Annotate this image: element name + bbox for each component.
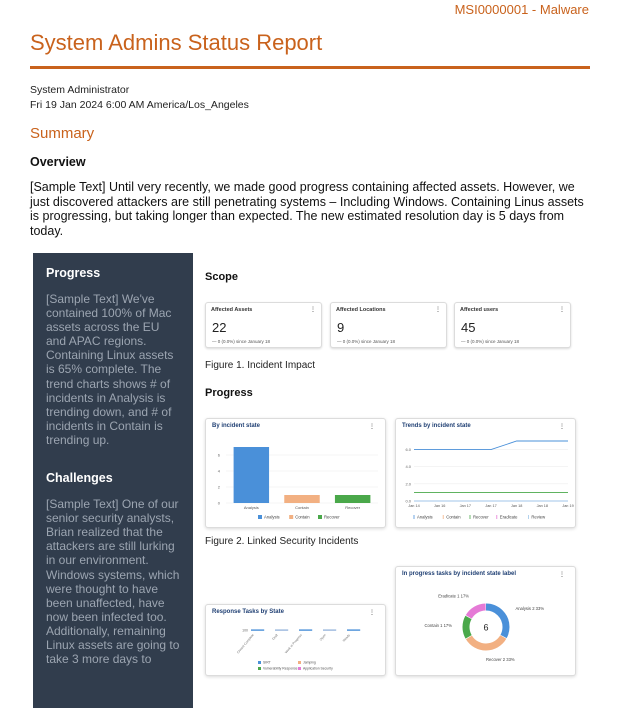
in-progress-donut-chart bbox=[396, 567, 576, 676]
kpi-label: Affected Assets bbox=[211, 307, 253, 313]
legend-label: Review bbox=[531, 514, 546, 520]
bar bbox=[275, 629, 288, 630]
chart-card-response-tasks bbox=[205, 604, 386, 676]
sidebar-panel bbox=[33, 253, 193, 708]
series-line bbox=[414, 441, 568, 450]
kebab-menu-icon[interactable]: ⋮ bbox=[559, 572, 565, 578]
summary-heading: Summary bbox=[30, 125, 95, 142]
chart-title: In progress tasks by incident state label bbox=[402, 571, 517, 577]
overview-text: [Sample Text] Until very recently, we made good progress containing affected assets. However, we just discovered attackers are still penetrating systems – Including Windows. Containing Linus assets is progressing, but taking longer than expected. The new estimated resolution day is 5 days from today. bbox=[30, 180, 584, 238]
figure-1-caption: Figure 1. Incident Impact bbox=[205, 360, 316, 371]
chart-title: Response Tasks by State bbox=[212, 609, 284, 615]
kpi-value: 45 bbox=[461, 320, 476, 335]
y-tick-label: 4.0 bbox=[405, 464, 411, 470]
y-tick-label: 4 bbox=[217, 468, 220, 474]
kpi-change: — 0 (0.0%) since January 18 bbox=[461, 339, 520, 344]
legend-swatch bbox=[298, 667, 301, 670]
slice-label: Eradicate 1 17% bbox=[438, 593, 469, 599]
legend-label: Vulnerability Response bbox=[263, 666, 298, 671]
x-tick-label: Analysis bbox=[243, 505, 259, 510]
legend-label: Eradicate bbox=[499, 514, 518, 520]
sidebar-progress-text: [Sample Text] We've contained 100% of Mac assets across the EU and APAC regions. Containing Linux assets is 65% complete. The trend charts shows # of incidents in Analysis is trending down, and # of incidents in Contain is trending up. bbox=[46, 292, 174, 447]
report-author: System Administrator bbox=[30, 84, 130, 96]
legend-label: Application Security bbox=[303, 666, 333, 671]
y-tick-label: 2 bbox=[217, 484, 220, 490]
x-tick-label: Jan 18 bbox=[536, 504, 549, 508]
kpi-affected-assets bbox=[205, 302, 322, 348]
donut-center-label: 6 bbox=[483, 622, 489, 633]
legend-label: Jamping bbox=[303, 660, 316, 665]
legend-swatch bbox=[258, 667, 261, 670]
kpi-affected-users bbox=[454, 302, 571, 348]
x-tick-label: Open bbox=[318, 633, 327, 642]
kpi-label: Affected users bbox=[460, 307, 499, 313]
legend-label: Recover bbox=[473, 514, 489, 520]
chart-title: Trends by incident state bbox=[402, 423, 471, 429]
legend-label: Contain bbox=[295, 514, 310, 520]
legend-label: Recover bbox=[324, 514, 340, 520]
chart-card-incident-state bbox=[205, 418, 386, 528]
legend-label: Analysis bbox=[264, 514, 280, 520]
sidebar-challenges-heading: Challenges bbox=[46, 471, 113, 486]
slice-label: Contain 1 17% bbox=[424, 623, 452, 628]
slice-label: Recover 2 33% bbox=[486, 657, 515, 662]
figure-2-caption: Figure 2. Linked Security Incidents bbox=[205, 536, 359, 547]
kpi-change: — 0 (0.0%) since January 18 bbox=[337, 339, 396, 344]
y-tick-label: 6.0 bbox=[405, 447, 411, 453]
kebab-menu-icon[interactable]: ⋮ bbox=[310, 307, 316, 313]
trends-line-chart bbox=[396, 419, 576, 528]
kebab-menu-icon[interactable]: ⋮ bbox=[369, 610, 375, 616]
kpi-label: Affected Locations bbox=[336, 307, 386, 313]
overview-heading: Overview bbox=[30, 155, 86, 169]
legend-swatch bbox=[318, 515, 322, 519]
x-tick-label: Jan 17 bbox=[485, 504, 497, 508]
bar bbox=[284, 495, 319, 503]
kebab-menu-icon[interactable]: ⋮ bbox=[559, 307, 565, 313]
kpi-value: 9 bbox=[337, 320, 345, 335]
x-tick-label: Ready bbox=[341, 633, 351, 643]
bar bbox=[251, 629, 264, 630]
x-tick-label: Closed Complete bbox=[235, 633, 255, 655]
report-title: System Admins Status Report bbox=[30, 30, 323, 55]
document-id: MSI0000001 - Malware bbox=[454, 2, 589, 17]
x-tick-label: Work in Progress bbox=[284, 633, 303, 655]
kebab-menu-icon[interactable]: ⋮ bbox=[559, 424, 565, 430]
legend-label: Analysis bbox=[417, 514, 433, 520]
y-tick-label: 0.0 bbox=[405, 498, 411, 504]
bar bbox=[299, 629, 312, 630]
legend-swatch bbox=[289, 515, 293, 519]
x-tick-label: Contain bbox=[295, 505, 309, 510]
progress-heading: Progress bbox=[205, 387, 253, 399]
bar bbox=[347, 629, 360, 630]
kpi-change: — 0 (0.0%) since January 18 bbox=[212, 339, 271, 344]
x-tick-label: Draft bbox=[271, 633, 279, 641]
legend-label: SIRT bbox=[263, 660, 271, 665]
x-tick-label: Jan 14 bbox=[408, 504, 420, 508]
legend-swatch bbox=[258, 661, 261, 664]
legend-swatch bbox=[258, 515, 262, 519]
chart-card-trends bbox=[395, 418, 576, 528]
scope-heading: Scope bbox=[205, 271, 239, 283]
slice-label: Analysis 2 33% bbox=[515, 606, 545, 611]
x-tick-label: Jan 18 bbox=[510, 504, 523, 508]
x-tick-label: Jan 19 bbox=[562, 504, 574, 508]
bar bbox=[323, 629, 336, 630]
sidebar-challenges-text: [Sample Text] One of our senior security analysts, Brian realized that the attackers are still lurking in our environment. Windows systems, which were thought to have been unaffected, have now been infected too. Additionally, remaining Linux assets are going to take 3 more days to bbox=[46, 497, 180, 667]
x-tick-label: Recover bbox=[345, 505, 361, 510]
y-tick-label: 100 bbox=[242, 628, 248, 633]
title-divider bbox=[30, 66, 590, 69]
report-date: Fri 19 Jan 2024 6:00 AM America/Los_Angeles bbox=[30, 99, 249, 111]
kpi-value: 22 bbox=[212, 320, 227, 335]
legend-label: Contain bbox=[446, 514, 461, 520]
response-tasks-bar-chart bbox=[206, 605, 386, 676]
kebab-menu-icon[interactable]: ⋮ bbox=[369, 424, 375, 430]
sidebar-progress-heading: Progress bbox=[46, 266, 101, 280]
chart-card-in-progress-tasks bbox=[395, 566, 576, 676]
x-tick-label: Jan 17 bbox=[459, 504, 472, 508]
y-tick-label: 6 bbox=[217, 452, 220, 458]
bar bbox=[335, 495, 370, 503]
kebab-menu-icon[interactable]: ⋮ bbox=[435, 307, 441, 313]
legend-swatch bbox=[298, 661, 301, 664]
kpi-affected-locations bbox=[330, 302, 447, 348]
bar bbox=[234, 447, 269, 503]
y-tick-label: 2.0 bbox=[405, 481, 411, 487]
chart-title: By incident state bbox=[212, 423, 261, 429]
x-tick-label: Jan 16 bbox=[433, 504, 446, 508]
incident-state-bar-chart bbox=[206, 419, 386, 528]
y-tick-label: 0 bbox=[217, 500, 220, 506]
